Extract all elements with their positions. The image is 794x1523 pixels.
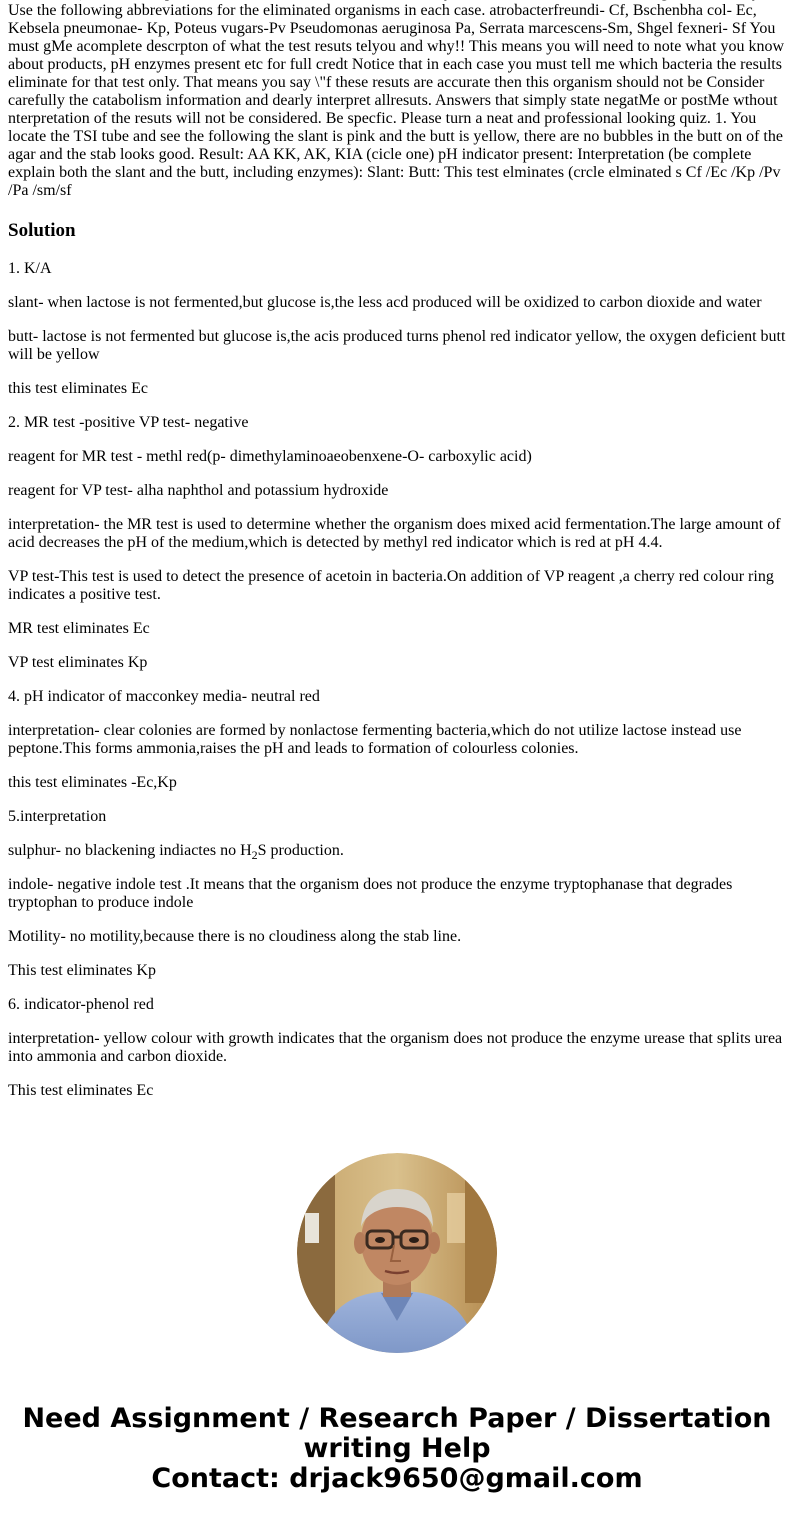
answer-2-mr-eliminates: MR test eliminates Ec bbox=[8, 620, 150, 637]
answer-6-eliminates: This test eliminates Ec bbox=[8, 1082, 154, 1099]
answer-2-mr-reagent: reagent for MR test - methl red(p- dimethylaminoaeobenxene-O- carboxylic acid) bbox=[8, 448, 532, 465]
answer-1-heading: 1. K/A bbox=[8, 260, 52, 277]
answer-1-eliminates: this test eliminates Ec bbox=[8, 380, 148, 397]
answer-1-butt: butt- lactose is not fermented but glucose is,the acis produced turns phenol red indicator yellow, the oxygen deficient butt will be yellow bbox=[8, 328, 786, 363]
answer-2-mr-interpretation: interpretation- the MR test is used to determine whether the organism does mixed acid fermentation.The large amount of acid decreases the pH of the medium,which is detected by methyl red indicator which is red at pH 4.4. bbox=[8, 516, 781, 551]
promo-line-2: writing Help bbox=[303, 1433, 491, 1464]
answer-5-sulphur bbox=[8, 842, 786, 860]
answer-4-interpretation: interpretation- clear colonies are formed by nonlactose fermenting bacteria,which do not utilize lactose instead use peptone.This forms ammonia,raises the pH and leads to formation of colourless colonies. bbox=[8, 722, 742, 757]
promo-banner bbox=[0, 1404, 794, 1494]
question-text: Use the following abbreviations for the eliminated organisms in each case. atrobacterfreundi- Cf, Bschenbha col- Ec, Kebsela pneumonae- Kp, Poteus vugars-Pv Pseudomonas aeruginosa Pa, Serrata marcescens-Sm, Shgel fexneri- Sf You must gMe acomplete descrpton of what the test resuts telyou and why!! This means you will need to note what you know about products, pH enzymes present etc for full credt Notice that in each case you must tell me which bacteria the results eliminate for that test only. That means you say \"f these resuts are accurate then this organism should not be Consider carefully the catabolism information and dearly interpret allresuts. Answers that simply state negatMe or postMe wthout nterpretation of the resuts will not be considered. Be specfic. Please turn a neat and professional looking quiz. 1. You locate the TSI tube and see the following the slant is pink and the butt is yellow, there are no bubbles in the butt on of the agar and the stab looks good. Result: AA KK, AK, KIA (cicle one) pH indicator present: Interpretation (be complete explain both the slant and the butt, including enzymes): Slant: Butt: This test elminates (crcle elminated s Cf /Ec /Kp /Pv /Pa /sm/sf bbox=[8, 2, 784, 199]
answer-5-eliminates: This test eliminates Kp bbox=[8, 962, 156, 979]
promo-line-1: Need Assignment / Research Paper / Dissertation bbox=[22, 1403, 772, 1434]
answer-4-eliminates: this test eliminates -Ec,Kp bbox=[8, 774, 177, 791]
answer-2-vp-reagent: reagent for VP test- alha naphthol and potassium hydroxide bbox=[8, 482, 389, 499]
article-content bbox=[8, 0, 786, 1116]
answer-6-heading: 6. indicator-phenol red bbox=[8, 996, 154, 1013]
promo-contact: Contact: drjack9650@gmail.com bbox=[151, 1463, 643, 1494]
answer-2-vp-eliminates: VP test eliminates Kp bbox=[8, 654, 148, 671]
author-portrait-image bbox=[297, 1153, 497, 1353]
answer-5-sulphur-pre: sulphur- no blackening indiactes no H bbox=[8, 842, 252, 859]
answer-6-interpretation: interpretation- yellow colour with growth indicates that the organism does not produce the enzyme urease that splits urea into ammonia and carbon dioxide. bbox=[8, 1030, 783, 1065]
answer-5-sulphur-post: S production. bbox=[257, 842, 344, 859]
answer-5-indole: indole- negative indole test .It means that the organism does not produce the enzyme tryptophanase that degrades tryptophan to produce indole bbox=[8, 876, 733, 911]
solution-heading: Solution bbox=[8, 220, 76, 241]
answer-5-heading: 5.interpretation bbox=[8, 808, 107, 825]
answer-2-heading: 2. MR test -positive VP test- negative bbox=[8, 414, 249, 431]
author-avatar bbox=[297, 1153, 497, 1353]
answer-1-slant: slant- when lactose is not fermented,but glucose is,the less acd produced will be oxidized to carbon dioxide and water bbox=[8, 294, 762, 311]
answer-4-heading: 4. pH indicator of macconkey media- neutral red bbox=[8, 688, 320, 705]
answer-5-motility: Motility- no motility,because there is no cloudiness along the stab line. bbox=[8, 928, 462, 945]
answer-2-vp-interpretation: VP test-This test is used to detect the presence of acetoin in bacteria.On addition of VP reagent ,a cherry red colour ring indicates a positive test. bbox=[8, 568, 774, 603]
answer-5-sulphur-subscript: 2 bbox=[251, 848, 258, 862]
